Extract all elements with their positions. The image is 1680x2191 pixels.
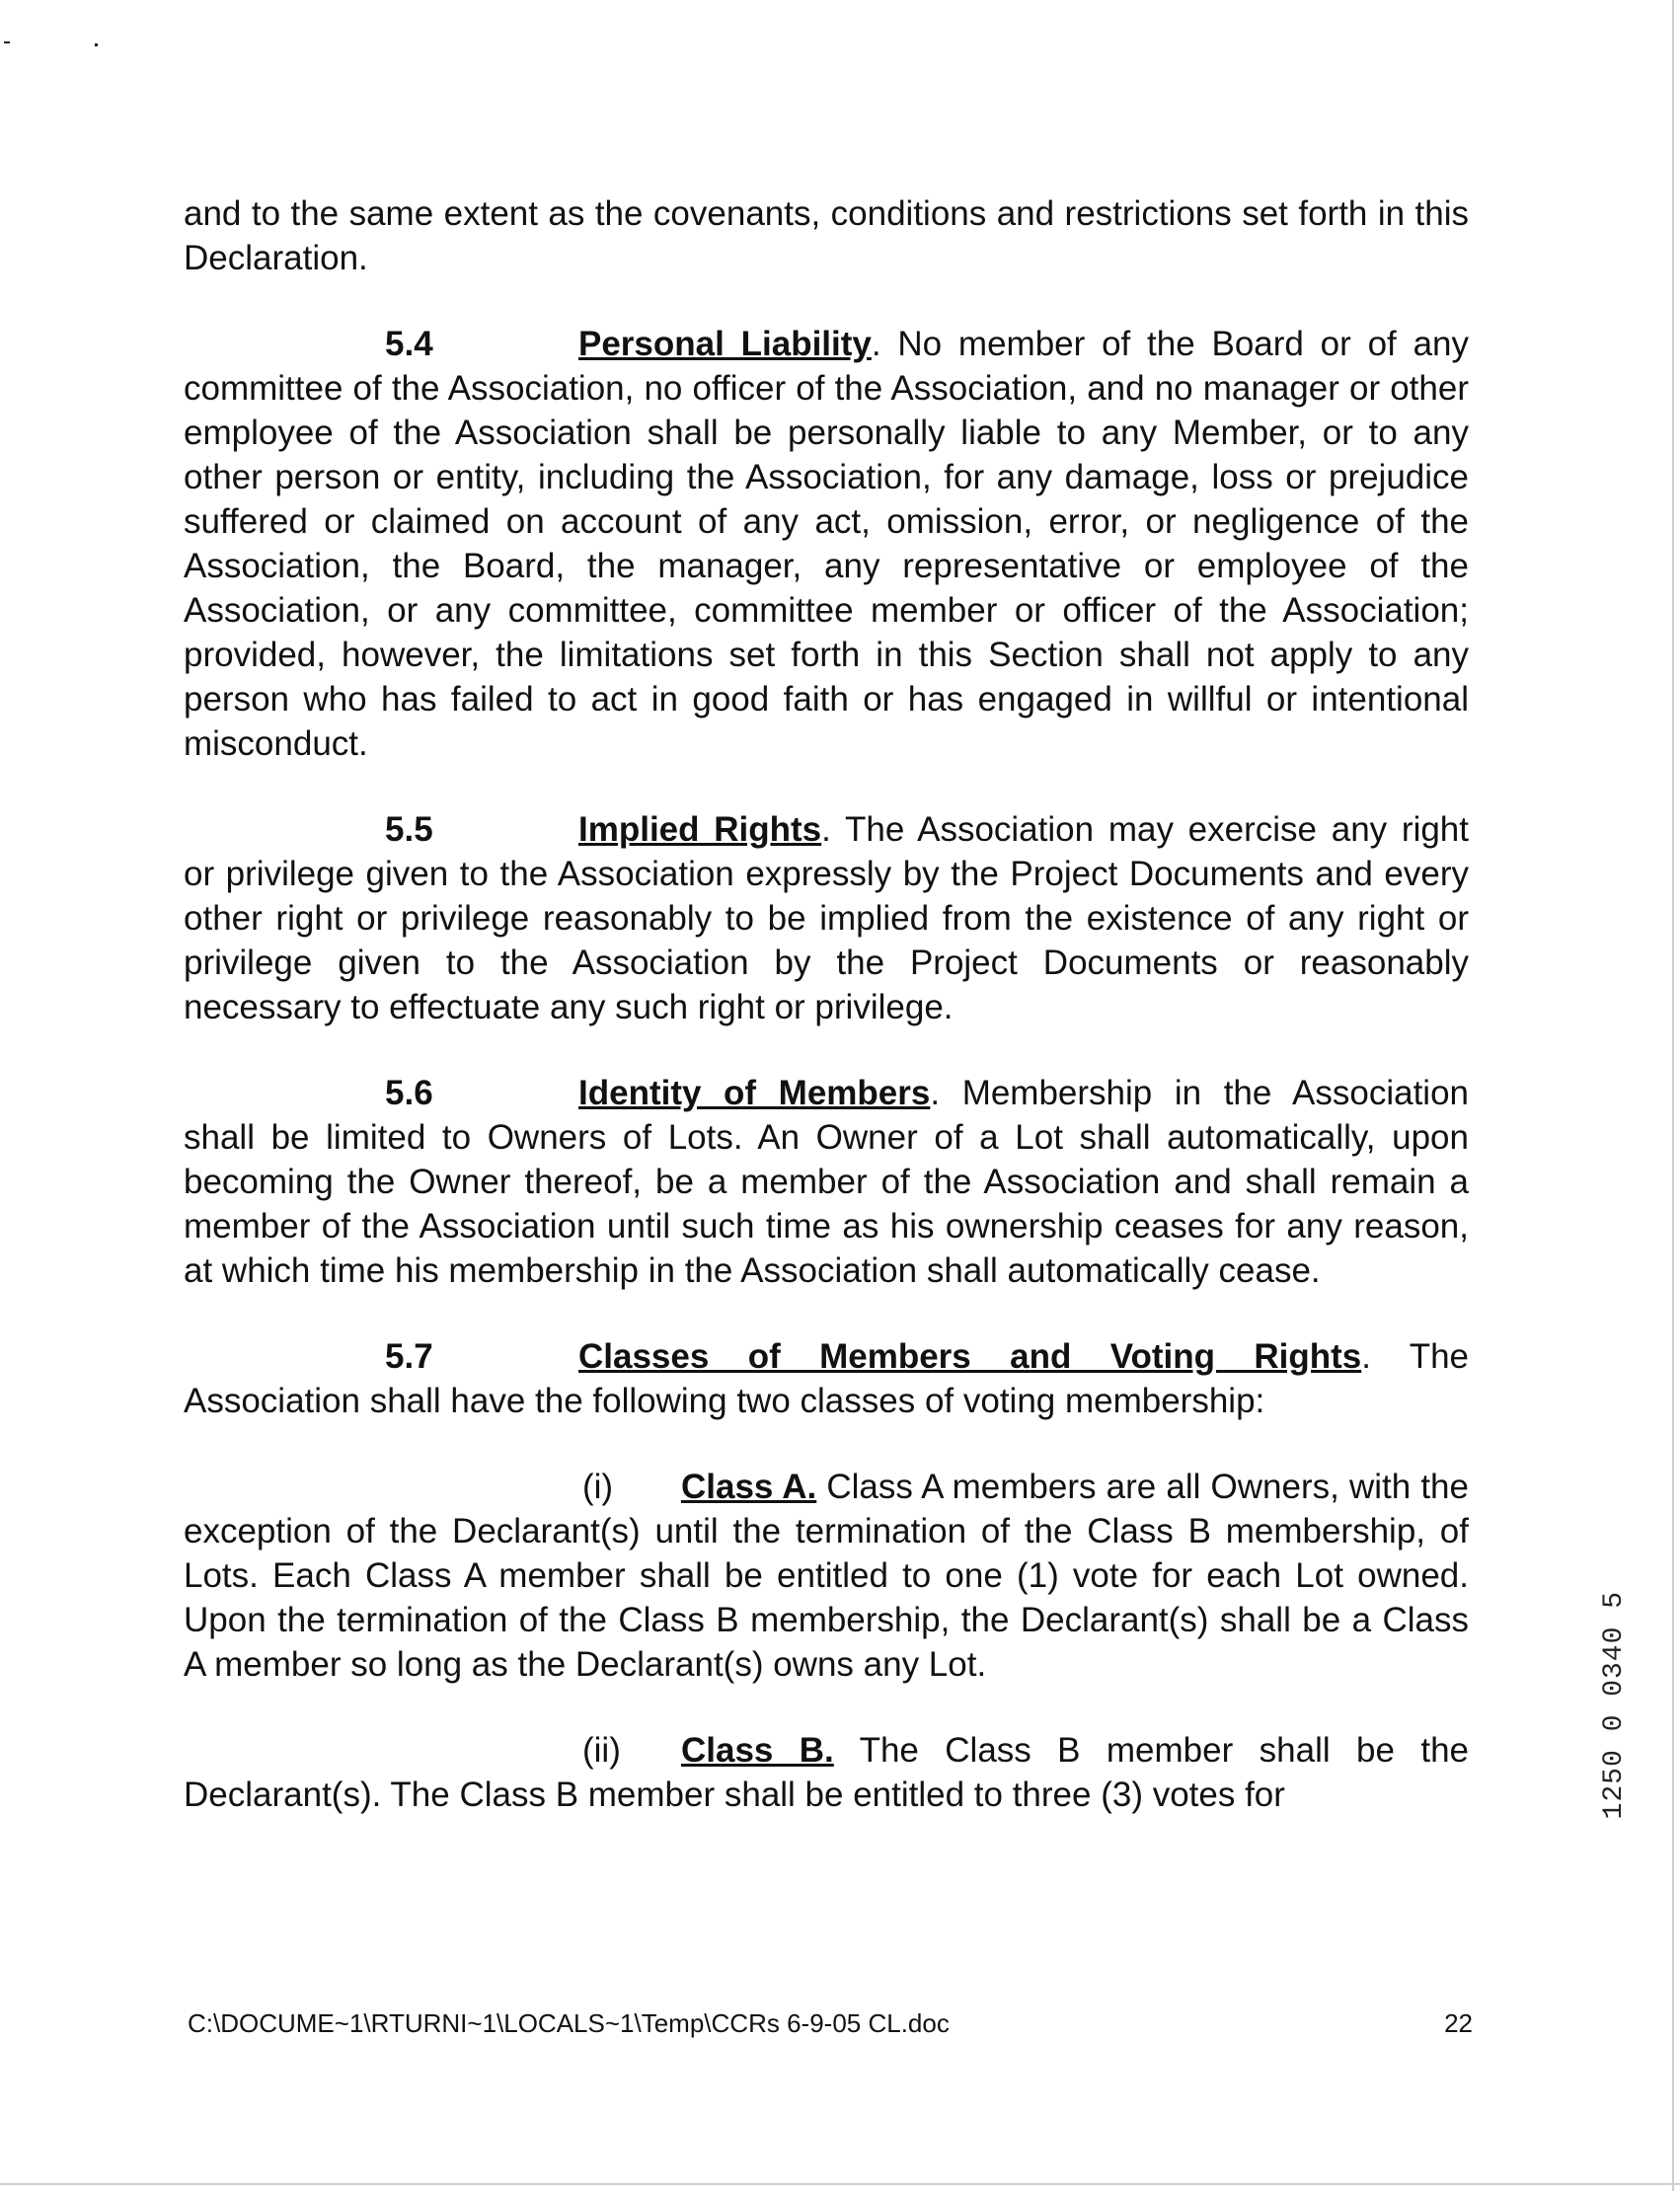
section-number: 5.4 — [385, 325, 433, 363]
footer-file-path: C:\DOCUME~1\RTURNI~1\LOCALS~1\Temp\CCRs 6-9-05 CL.doc — [188, 2008, 950, 2038]
recording-stamp: 1250 0 0340 5 — [1599, 1591, 1630, 1820]
intro-paragraph: and to the same extent as the covenants, conditions and restrictions set forth in this Declaration. — [184, 194, 1469, 277]
scan-speck — [95, 43, 98, 46]
section-text: No member of the Board or of any committee of the Association, no officer of the Association, and no manager or other employee of the Association shall be personally liable to any Member, or to any other person or entity, including the Association, for any damage, loss or prejudice suffered or claimed on account of any act, omission, error, or negligence of the Association, the Board, the manager, any representative or employee of the Association, or any committee, committee member or officer of the Association; provided, however, the limitations set forth in this Section shall not apply to any person who has failed to act in good faith or has engaged in willful or intentional misconduct. — [184, 325, 1469, 763]
section-number: 5.6 — [385, 1074, 433, 1112]
page-number: 22 — [1444, 2008, 1473, 2038]
subsection-text: The Class B member shall be the Declarant(s). The Class B member shall be entitled to three (3) votes for — [184, 1731, 1470, 1814]
subsection-text: Class A members are all Owners, with the exception of the Declarant(s) until the termination of the Class B membership, of Lots. Each Class A member shall be entitled to one (1) vote for each Lot owned. Upon the termination of the Class B membership, the Declarant(s) shall be a Class A member so long as the Declarant(s) owns any Lot. — [184, 1468, 1469, 1684]
subsection-heading: Class B. — [681, 1731, 834, 1770]
scan-edge-bottom — [0, 2183, 1680, 2185]
subsection-number: (ii) — [582, 1731, 621, 1770]
section-number: 5.5 — [385, 810, 433, 849]
scan-edge-right — [1672, 0, 1674, 2191]
section-text: The Association may exercise any right or privilege given to the Association expressly by the Project Documents and every other right or privilege reasonably to be implied from the existence of any right or privilege given to the Association by the Project Documents or reasonably necessary to effectuate any such right or privilege. — [184, 810, 1469, 1026]
subsection-heading: Class A. — [681, 1468, 817, 1506]
subsection-number: (i) — [582, 1468, 614, 1506]
subsection-class-b — [184, 1728, 1469, 1817]
section-5-6: 5.6 Identity of Members. Membership in the Association shall be limited to Owners of Lots. An Owner of a Lot shall automatically, upon becoming the Owner thereof, be a member of the Association and shall remain a member of the Association until such time as his ownership ceases for any reason, at which time his membership in the Association shall automatically cease. — [184, 1071, 1469, 1293]
section-number: 5.7 — [385, 1337, 433, 1376]
section-5-5: 5.5 Implied Rights. The Association may exercise any right or privilege given to the Association expressly by the Project Documents and every other right or privilege reasonably to be implied from the existence of any right or privilege given to the Association by the Project Documents or reasonably necessary to effectuate any such right or privilege. — [184, 807, 1469, 1029]
section-5-4: 5.4 Personal Liability. No member of the Board or of any committee of the Association, no officer of the Association, and no manager or other employee of the Association shall be personally liable to any Member, or to any other person or entity, including the Association, for any damage, loss or prejudice suffered or claimed on account of any act, omission, error, or negligence of the Association, the Board, the manager, any representative or employee of the Association, or any committee, committee member or officer of the Association; provided, however, the limitations set forth in this Section shall not apply to any person who has failed to act in good faith or has engaged in willful or intentional misconduct. — [184, 322, 1469, 766]
section-text: Membership in the Association shall be limited to Owners of Lots. An Owner of a Lot shall automatically, upon becoming the Owner thereof, be a member of the Association and shall remain a member of the Association until such time as his ownership ceases for any reason, at which time his membership in the Association shall automatically cease. — [184, 1074, 1469, 1290]
section-text: The Association shall have the following two classes of voting membership: — [184, 1337, 1469, 1420]
subsection-class-a — [184, 1465, 1469, 1687]
section-heading: Implied Rights — [578, 810, 822, 849]
section-5-7: 5.7 Classes of Members and Voting Rights. The Association shall have the following two classes of voting membership: — [184, 1334, 1469, 1423]
section-heading: Personal Liability — [578, 325, 872, 363]
section-heading: Identity of Members — [578, 1074, 931, 1112]
section-heading: Classes of Members and Voting Rights — [578, 1337, 1362, 1376]
scan-speck — [4, 41, 10, 43]
document-body — [184, 191, 1469, 1858]
